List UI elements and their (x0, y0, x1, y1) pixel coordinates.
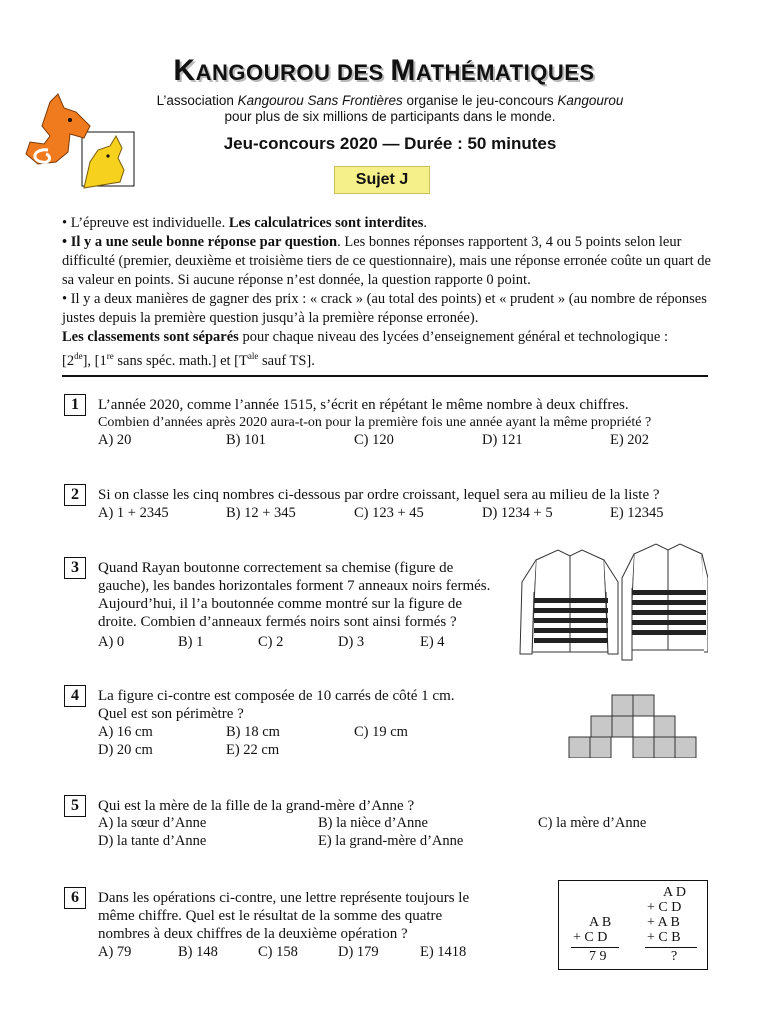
answer-option: D) 1234 + 5 (482, 505, 553, 521)
intro-text: L’association Kangourou Sans Frontières organise le jeu-concours Kangourou pour plus de six millions de participants dans le monde. (156, 93, 624, 124)
question-4-text: La figure ci-contre est composée de 10 carrés de côté 1 cm. Quel est son périmètre ? (98, 688, 455, 722)
concours-heading: Jeu-concours 2020 — Durée : 50 minutes (223, 134, 557, 153)
question-number: 4 (64, 685, 86, 707)
question-number: 5 (64, 795, 86, 817)
answer-option: C) 123 + 45 (354, 505, 424, 521)
answer-option: C) 19 cm (354, 724, 408, 740)
op-right-line-4: + C B (647, 930, 681, 945)
shirt-left (520, 550, 618, 654)
answer-option: E) la grand-mère d’Anne (318, 833, 464, 849)
answer-option: B) 101 (226, 432, 266, 448)
question-number: 2 (64, 484, 86, 506)
answer-option: A) 79 (98, 944, 132, 960)
op-right-line-3: + A B (647, 915, 680, 930)
answer-option: A) 16 cm (98, 724, 153, 740)
answer-option: E) 12345 (610, 505, 664, 521)
answer-option: A) 0 (98, 634, 125, 650)
answer-option: B) 148 (178, 944, 218, 960)
op-right-rule (645, 947, 697, 948)
rule-4: Les classements sont séparés pour chaque niveau des lycées d’enseignement général et technologique : [2de], [1re sans spéc. math.] et [$T^{ale}$ sauf TS]. (62, 329, 669, 369)
divider (62, 375, 708, 377)
answer-option: D) 179 (338, 944, 379, 960)
question-5-text: Qui est la mère de la fille de la grand-mère d’Anne ? (98, 798, 415, 814)
question-number: 3 (64, 557, 86, 579)
answer-option: D) 20 cm (98, 742, 153, 758)
question-1-text: L’année 2020, comme l’année 1515, s’écrit en répétant le même nombre à deux chiffres. Combien d’années après 2020 aura-t-on pour la première fois une année ayant la même propriété ? (98, 397, 652, 430)
rule-1: • L’épreuve est individuelle. Les calculatrices sont interdites. (62, 215, 427, 231)
question-number: 1 (64, 394, 86, 416)
answer-option: E) 4 (420, 634, 445, 650)
question-2-text: Si on classe les cinq nombres ci-dessous par ordre croissant, lequel sera au milieu de la liste ? (98, 487, 660, 503)
op-left-line-2: + C D (573, 930, 608, 945)
answer-option: B) 1 (178, 634, 204, 650)
rules-block (62, 214, 712, 371)
page-title: KANGOUROU DES MATHÉMATIQUES (173, 54, 595, 87)
question-number: 6 (64, 887, 86, 909)
answer-option: A) la sœur d’Anne (98, 815, 207, 831)
rule-2: • Il y a une seule bonne réponse par question. Les bonnes réponses rapportent 3, 4 ou 5 points selon leur difficulté (premier, deuxième et troisième tiers de ce questionnaire), mais une réponse erronée coûte un quart de sa valeur en points. Si aucune réponse n’est donnée, la question rapporte 0 point. (62, 234, 711, 288)
shirts-figure (518, 542, 708, 670)
op-left-result: 7 9 (589, 949, 607, 964)
answer-option: B) 12 + 345 (226, 505, 296, 521)
sujet-badge: Sujet J (334, 166, 430, 194)
op-right-line-1: A D (663, 885, 686, 900)
answer-option: A) 20 (98, 432, 132, 448)
op-left-rule (571, 947, 619, 948)
answer-option: E) 22 cm (226, 742, 280, 758)
answer-option: B) la nièce d’Anne (318, 815, 428, 831)
answer-option: B) 18 cm (226, 724, 280, 740)
question-3-text: Quand Rayan boutonne correctement sa chemise (figure de gauche), les bandes horizontales forment 7 anneaux noirs fermés. Aujourd’hui, il l’a boutonnée comme montré sur la figure de droite. Combien d’anneaux fermés noirs sont ainsi formés ? (98, 560, 491, 630)
squares-figure (568, 694, 700, 758)
answer-option: D) la tante d’Anne (98, 833, 207, 849)
answer-option: C) 2 (258, 634, 284, 650)
question-6-text: Dans les opérations ci-contre, une lettre représente toujours le même chiffre. Quel est le résultat de la somme des quatre nombres à deux chiffres de la deuxième opération ? (98, 890, 470, 942)
answer-option: E) 1418 (420, 944, 467, 960)
rule-3: • Il y a deux manières de gagner des prix : « crack » (au total des points) et « prudent » (au nombre de réponses justes depuis la première question jusqu’à la première réponse erronée). (62, 291, 707, 326)
answer-option: C) 158 (258, 944, 298, 960)
operations-box (558, 880, 708, 970)
answer-option: D) 3 (338, 634, 365, 650)
answer-option: C) 120 (354, 432, 394, 448)
answer-option: D) 121 (482, 432, 523, 448)
op-right-result: ? (671, 949, 678, 964)
answer-option: E) 202 (610, 432, 650, 448)
op-right-line-2: + C D (647, 900, 682, 915)
answer-option: C) la mère d’Anne (538, 815, 647, 831)
op-left-line-1: A B (589, 915, 612, 930)
shirt-right (622, 544, 708, 660)
answer-option: A) 1 + 2345 (98, 505, 169, 521)
